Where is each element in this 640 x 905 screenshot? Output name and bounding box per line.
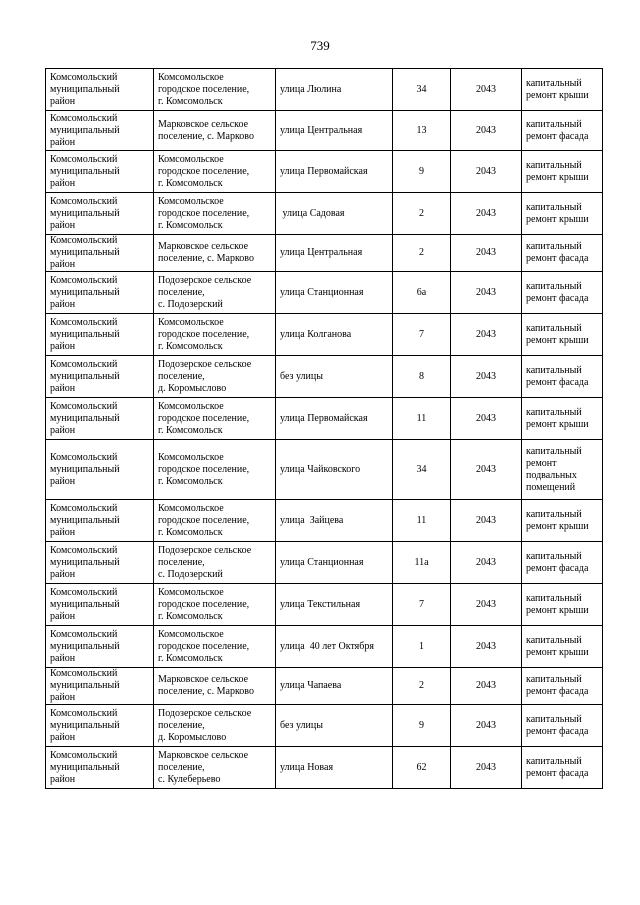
street-cell: улица Первомайская <box>276 398 393 440</box>
district-cell: Комсомольский муниципальный район <box>46 69 154 111</box>
house-number-cell: 7 <box>393 584 451 626</box>
table-row <box>46 747 603 789</box>
year-cell: 2043 <box>451 500 522 542</box>
house-number-cell: 1 <box>393 626 451 668</box>
street-cell: без улицы <box>276 356 393 398</box>
house-number-cell: 11 <box>393 500 451 542</box>
settlement-cell: Подозерское сельское поселение, с. Подозерский <box>154 272 276 314</box>
work-type-cell: капитальный ремонт крыши <box>522 398 603 440</box>
district-cell: Комсомольский муниципальный район <box>46 584 154 626</box>
table-row <box>46 111 603 151</box>
district-cell: Комсомольский муниципальный район <box>46 151 154 193</box>
district-cell: Комсомольский муниципальный район <box>46 440 154 500</box>
table-row <box>46 542 603 584</box>
house-number-cell: 62 <box>393 747 451 789</box>
house-number-cell: 34 <box>393 69 451 111</box>
work-type-cell: капитальный ремонт фасада <box>522 705 603 747</box>
street-cell: улица Зайцева <box>276 500 393 542</box>
work-type-cell: капитальный ремонт фасада <box>522 235 603 272</box>
settlement-cell: Марковское сельское поселение, с. Кулеберьево <box>154 747 276 789</box>
district-cell: Комсомольский муниципальный район <box>46 398 154 440</box>
work-type-cell: капитальный ремонт крыши <box>522 584 603 626</box>
table-row <box>46 440 603 500</box>
table-row <box>46 272 603 314</box>
district-cell: Комсомольский муниципальный район <box>46 705 154 747</box>
settlement-cell: Подозерское сельское поселение, с. Подозерский <box>154 542 276 584</box>
district-cell: Комсомольский муниципальный район <box>46 272 154 314</box>
year-cell: 2043 <box>451 626 522 668</box>
table-row <box>46 193 603 235</box>
settlement-cell: Комсомольское городское поселение, г. Комсомольск <box>154 398 276 440</box>
work-type-cell: капитальный ремонт крыши <box>522 151 603 193</box>
street-cell: улица Новая <box>276 747 393 789</box>
year-cell: 2043 <box>451 272 522 314</box>
year-cell: 2043 <box>451 235 522 272</box>
work-type-cell: капитальный ремонт фасада <box>522 542 603 584</box>
house-number-cell: 9 <box>393 705 451 747</box>
district-cell: Комсомольский муниципальный район <box>46 235 154 272</box>
house-number-cell: 2 <box>393 668 451 705</box>
year-cell: 2043 <box>451 584 522 626</box>
table-row <box>46 626 603 668</box>
work-type-cell: капитальный ремонт подвальных помещений <box>522 440 603 500</box>
street-cell: улица Центральная <box>276 111 393 151</box>
table-body <box>46 69 603 789</box>
work-type-cell: капитальный ремонт фасада <box>522 356 603 398</box>
year-cell: 2043 <box>451 668 522 705</box>
repair-schedule-table <box>45 68 603 789</box>
district-cell: Комсомольский муниципальный район <box>46 193 154 235</box>
work-type-cell: капитальный ремонт крыши <box>522 69 603 111</box>
district-cell: Комсомольский муниципальный район <box>46 668 154 705</box>
settlement-cell: Марковское сельское поселение, с. Марково <box>154 235 276 272</box>
table-row <box>46 705 603 747</box>
year-cell: 2043 <box>451 356 522 398</box>
table-row <box>46 151 603 193</box>
district-cell: Комсомольский муниципальный район <box>46 542 154 584</box>
house-number-cell: 2 <box>393 235 451 272</box>
table-row <box>46 584 603 626</box>
work-type-cell: капитальный ремонт крыши <box>522 193 603 235</box>
house-number-cell: 7 <box>393 314 451 356</box>
year-cell: 2043 <box>451 747 522 789</box>
work-type-cell: капитальный ремонт фасада <box>522 272 603 314</box>
year-cell: 2043 <box>451 314 522 356</box>
table-row <box>46 398 603 440</box>
work-type-cell: капитальный ремонт крыши <box>522 500 603 542</box>
table-row <box>46 668 603 705</box>
settlement-cell: Марковское сельское поселение, с. Марково <box>154 668 276 705</box>
district-cell: Комсомольский муниципальный район <box>46 314 154 356</box>
house-number-cell: 9 <box>393 151 451 193</box>
year-cell: 2043 <box>451 705 522 747</box>
district-cell: Комсомольский муниципальный район <box>46 500 154 542</box>
settlement-cell: Комсомольское городское поселение, г. Комсомольск <box>154 151 276 193</box>
page-number: 739 <box>310 38 330 53</box>
settlement-cell: Подозерское сельское поселение, д. Коромыслово <box>154 356 276 398</box>
table-row <box>46 235 603 272</box>
street-cell: улица Колганова <box>276 314 393 356</box>
year-cell: 2043 <box>451 69 522 111</box>
settlement-cell: Комсомольское городское поселение, г. Комсомольск <box>154 500 276 542</box>
street-cell: улица Центральная <box>276 235 393 272</box>
district-cell: Комсомольский муниципальный район <box>46 626 154 668</box>
house-number-cell: 11а <box>393 542 451 584</box>
table-row <box>46 356 603 398</box>
district-cell: Комсомольский муниципальный район <box>46 111 154 151</box>
settlement-cell: Комсомольское городское поселение, г. Комсомольск <box>154 440 276 500</box>
work-type-cell: капитальный ремонт крыши <box>522 626 603 668</box>
district-cell: Комсомольский муниципальный район <box>46 747 154 789</box>
house-number-cell: 6а <box>393 272 451 314</box>
street-cell: улица 40 лет Октября <box>276 626 393 668</box>
street-cell: улица Садовая <box>276 193 393 235</box>
year-cell: 2043 <box>451 398 522 440</box>
house-number-cell: 2 <box>393 193 451 235</box>
work-type-cell: капитальный ремонт фасада <box>522 747 603 789</box>
settlement-cell: Подозерское сельское поселение, д. Коромыслово <box>154 705 276 747</box>
year-cell: 2043 <box>451 440 522 500</box>
settlement-cell: Комсомольское городское поселение, г. Комсомольск <box>154 626 276 668</box>
year-cell: 2043 <box>451 111 522 151</box>
table-row <box>46 69 603 111</box>
work-type-cell: капитальный ремонт фасада <box>522 111 603 151</box>
settlement-cell: Марковское сельское поселение, с. Марково <box>154 111 276 151</box>
street-cell: улица Люлина <box>276 69 393 111</box>
house-number-cell: 11 <box>393 398 451 440</box>
year-cell: 2043 <box>451 193 522 235</box>
district-cell: Комсомольский муниципальный район <box>46 356 154 398</box>
street-cell: улица Чайковского <box>276 440 393 500</box>
settlement-cell: Комсомольское городское поселение, г. Комсомольск <box>154 193 276 235</box>
street-cell: улица Станционная <box>276 272 393 314</box>
settlement-cell: Комсомольское городское поселение, г. Комсомольск <box>154 314 276 356</box>
street-cell: улица Первомайская <box>276 151 393 193</box>
table-row <box>46 500 603 542</box>
settlement-cell: Комсомольское городское поселение, г. Комсомольск <box>154 69 276 111</box>
street-cell: без улицы <box>276 705 393 747</box>
house-number-cell: 34 <box>393 440 451 500</box>
house-number-cell: 13 <box>393 111 451 151</box>
house-number-cell: 8 <box>393 356 451 398</box>
street-cell: улица Чапаева <box>276 668 393 705</box>
work-type-cell: капитальный ремонт фасада <box>522 668 603 705</box>
work-type-cell: капитальный ремонт крыши <box>522 314 603 356</box>
year-cell: 2043 <box>451 151 522 193</box>
street-cell: улица Текстильная <box>276 584 393 626</box>
settlement-cell: Комсомольское городское поселение, г. Комсомольск <box>154 584 276 626</box>
year-cell: 2043 <box>451 542 522 584</box>
street-cell: улица Станционная <box>276 542 393 584</box>
table-row <box>46 314 603 356</box>
